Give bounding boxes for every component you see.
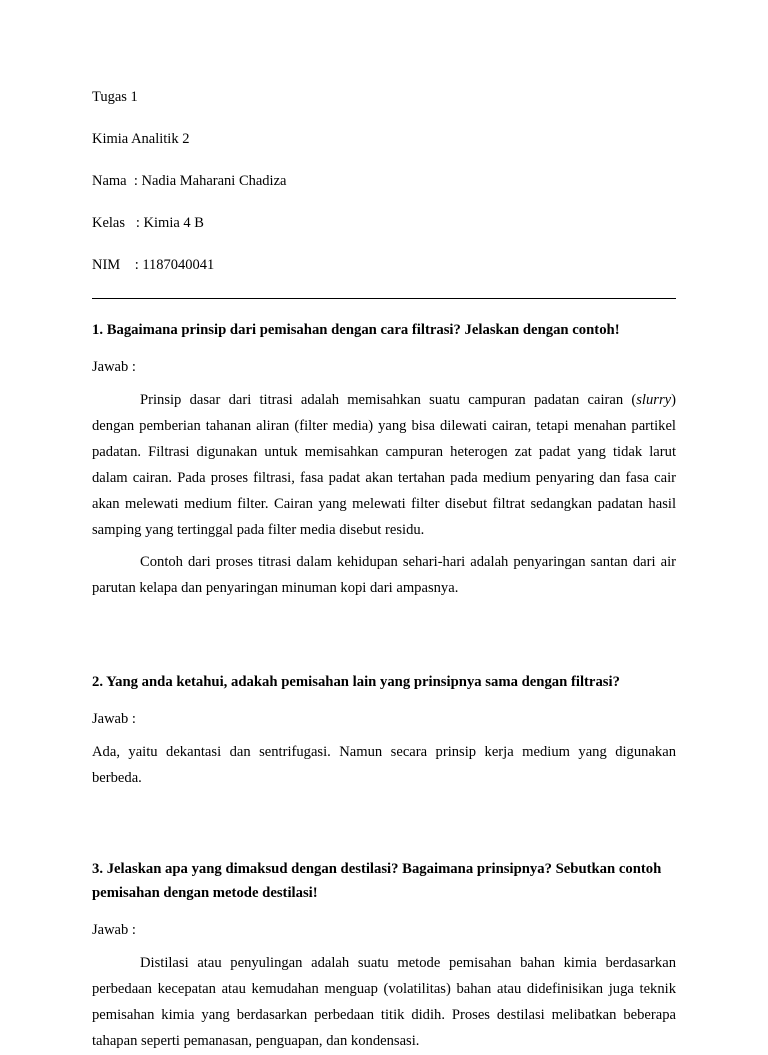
course-title: Kimia Analitik 2: [92, 131, 190, 148]
answer-1-paragraph-1: [92, 388, 676, 544]
answer-1-text-part-2: ) dengan pemberian tahanan aliran (filter media) yang bisa dilewati cairan, tetapi menahan partikel padatan. Filtrasi digunakan untuk memisahkan campuran heterogen zat padat yang tidak larut dalam cairan. Pada proses filtrasi, fasa padat akan tertahan pada medium penyaring dan fasa cair akan melewati medium filter. Cairan yang melewati filter disebut filtrat sedangkan padatan hasil samping yang tertinggal pada filter media disebut residu.: [92, 392, 676, 539]
document-content: [92, 88, 676, 1055]
task-title: Tugas 1: [92, 89, 138, 105]
question-1-heading: 1. Bagaimana prinsip dari pemisahan dengan cara filtrasi? Jelaskan dengan contoh!: [92, 322, 620, 339]
answer-1-text-part-1: Prinsip dasar dari titrasi adalah memisahkan suatu campuran padatan cairan (: [140, 392, 637, 409]
answer-3-paragraph-1: Distilasi atau penyulingan adalah suatu metode pemisahan bahan kimia berdasarkan perbedaan kecepatan atau kemudahan menguap (volatilitas) bahan atau didefinisikan juga teknik pemisahan kimia yang berdasarkan perbedaan titik didih. Proses destilasi melibatkan beberapa tahapan seperti pemanasan, penguapan, dan kondensasi.: [92, 954, 676, 1049]
student-nim-line: NIM : 1187040041: [92, 257, 215, 274]
answer-1-italic-term: slurry: [636, 392, 672, 409]
section-spacer-1: [92, 602, 676, 651]
question-3-heading: 3. Jelaskan apa yang dimaksud dengan destilasi? Bagaimana prinsipnya? Sebutkan contoh pemisahan dengan metode destilasi!: [92, 861, 662, 901]
student-class-line: Kelas : Kimia 4 B: [92, 215, 204, 232]
answer-2-label: Jawab :: [92, 710, 136, 727]
answer-1-label: Jawab :: [92, 359, 136, 376]
answer-1-paragraph-2: Contoh dari proses titrasi dalam kehidupan sehari-hari adalah penyaringan santan dari air parutan kelapa dan penyaringan minuman kopi dari ampasnya.: [92, 554, 676, 597]
answer-2-paragraph-1: Ada, yaitu dekantasi dan sentrifugasi. Namun secara prinsip kerja medium yang digunakan berbeda.: [92, 744, 676, 787]
question-2-heading: 2. Yang anda ketahui, adakah pemisahan lain yang prinsipnya sama dengan filtrasi?: [92, 674, 620, 691]
header-divider: [92, 298, 676, 299]
section-spacer-2: [92, 792, 676, 838]
answer-3-label: Jawab :: [92, 921, 136, 938]
student-name-line: Nama : Nadia Maharani Chadiza: [92, 173, 287, 190]
